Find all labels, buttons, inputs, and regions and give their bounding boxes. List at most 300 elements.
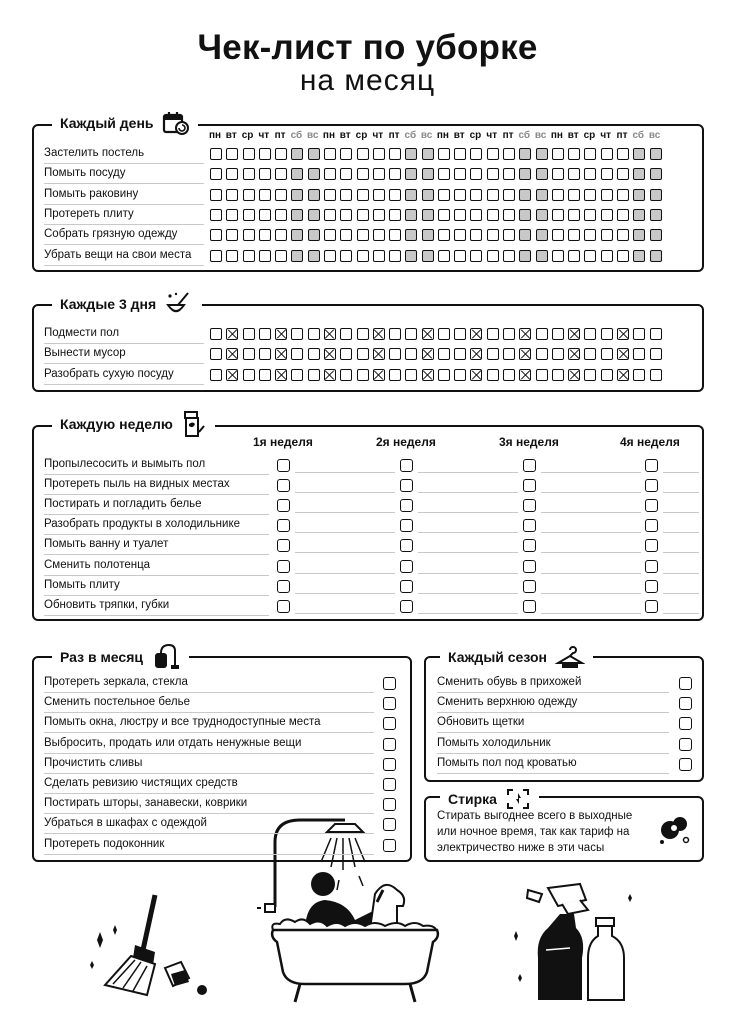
day-checkbox[interactable] (324, 189, 336, 201)
day-checkbox[interactable] (422, 148, 434, 160)
week-checkbox[interactable] (277, 600, 290, 613)
week-checkbox[interactable] (277, 479, 290, 492)
day-checkbox[interactable] (259, 168, 271, 180)
day-checkbox[interactable] (243, 229, 255, 241)
day-checkbox[interactable] (357, 189, 369, 201)
week-checkbox[interactable] (645, 499, 658, 512)
crossed-checkbox[interactable] (568, 328, 580, 340)
day-checkbox[interactable] (568, 148, 580, 160)
day-checkbox[interactable] (487, 369, 499, 381)
day-checkbox[interactable] (340, 229, 352, 241)
week-checkbox[interactable] (523, 499, 536, 512)
day-checkbox[interactable] (357, 369, 369, 381)
monthly-checkbox[interactable] (383, 818, 396, 831)
crossed-checkbox[interactable] (422, 369, 434, 381)
week-checkbox[interactable] (523, 580, 536, 593)
day-checkbox[interactable] (357, 209, 369, 221)
day-checkbox[interactable] (650, 328, 662, 340)
day-checkbox[interactable] (243, 189, 255, 201)
day-checkbox[interactable] (568, 209, 580, 221)
day-checkbox[interactable] (243, 369, 255, 381)
day-checkbox[interactable] (210, 229, 222, 241)
day-checkbox[interactable] (552, 348, 564, 360)
day-checkbox[interactable] (291, 348, 303, 360)
day-checkbox[interactable] (584, 148, 596, 160)
day-checkbox[interactable] (291, 168, 303, 180)
crossed-checkbox[interactable] (470, 328, 482, 340)
day-checkbox[interactable] (633, 328, 645, 340)
day-checkbox[interactable] (308, 229, 320, 241)
week-checkbox[interactable] (277, 539, 290, 552)
day-checkbox[interactable] (601, 148, 613, 160)
day-checkbox[interactable] (340, 328, 352, 340)
day-checkbox[interactable] (487, 229, 499, 241)
day-checkbox[interactable] (373, 229, 385, 241)
day-checkbox[interactable] (584, 168, 596, 180)
day-checkbox[interactable] (324, 148, 336, 160)
day-checkbox[interactable] (536, 189, 548, 201)
day-checkbox[interactable] (291, 189, 303, 201)
day-checkbox[interactable] (405, 250, 417, 262)
crossed-checkbox[interactable] (226, 328, 238, 340)
day-checkbox[interactable] (438, 250, 450, 262)
day-checkbox[interactable] (487, 148, 499, 160)
day-checkbox[interactable] (584, 348, 596, 360)
day-checkbox[interactable] (373, 148, 385, 160)
day-checkbox[interactable] (438, 209, 450, 221)
day-checkbox[interactable] (454, 369, 466, 381)
day-checkbox[interactable] (405, 328, 417, 340)
week-checkbox[interactable] (645, 560, 658, 573)
day-checkbox[interactable] (308, 148, 320, 160)
day-checkbox[interactable] (650, 369, 662, 381)
day-checkbox[interactable] (601, 209, 613, 221)
crossed-checkbox[interactable] (470, 348, 482, 360)
day-checkbox[interactable] (405, 369, 417, 381)
day-checkbox[interactable] (422, 168, 434, 180)
day-checkbox[interactable] (373, 168, 385, 180)
day-checkbox[interactable] (552, 328, 564, 340)
day-checkbox[interactable] (568, 189, 580, 201)
week-checkbox[interactable] (645, 600, 658, 613)
day-checkbox[interactable] (503, 168, 515, 180)
week-checkbox[interactable] (645, 580, 658, 593)
crossed-checkbox[interactable] (519, 348, 531, 360)
day-checkbox[interactable] (552, 229, 564, 241)
day-checkbox[interactable] (340, 369, 352, 381)
crossed-checkbox[interactable] (617, 328, 629, 340)
day-checkbox[interactable] (536, 209, 548, 221)
day-checkbox[interactable] (552, 369, 564, 381)
day-checkbox[interactable] (536, 168, 548, 180)
crossed-checkbox[interactable] (373, 348, 385, 360)
day-checkbox[interactable] (568, 229, 580, 241)
day-checkbox[interactable] (324, 250, 336, 262)
day-checkbox[interactable] (487, 328, 499, 340)
day-checkbox[interactable] (584, 328, 596, 340)
day-checkbox[interactable] (259, 229, 271, 241)
row-divider (418, 613, 518, 614)
crossed-checkbox[interactable] (324, 328, 336, 340)
day-checkbox[interactable] (454, 209, 466, 221)
day-checkbox[interactable] (519, 189, 531, 201)
day-checkbox[interactable] (291, 209, 303, 221)
day-checkbox[interactable] (243, 348, 255, 360)
day-checkbox[interactable] (259, 189, 271, 201)
day-checkbox[interactable] (601, 189, 613, 201)
day-checkbox[interactable] (340, 250, 352, 262)
day-checkbox[interactable] (308, 250, 320, 262)
day-checkbox[interactable] (210, 348, 222, 360)
day-checkbox[interactable] (243, 209, 255, 221)
day-checkbox[interactable] (487, 348, 499, 360)
day-checkbox[interactable] (308, 168, 320, 180)
day-checkbox[interactable] (438, 328, 450, 340)
week-checkbox[interactable] (523, 519, 536, 532)
crossed-checkbox[interactable] (324, 369, 336, 381)
week-checkbox[interactable] (277, 499, 290, 512)
day-checkbox[interactable] (633, 189, 645, 201)
day-checkbox[interactable] (454, 189, 466, 201)
day-checkbox[interactable] (650, 189, 662, 201)
day-checkbox[interactable] (243, 168, 255, 180)
week-checkbox[interactable] (645, 539, 658, 552)
day-checkbox[interactable] (438, 229, 450, 241)
day-checkbox[interactable] (503, 369, 515, 381)
day-checkbox[interactable] (210, 189, 222, 201)
day-checkbox[interactable] (389, 229, 401, 241)
week-checkbox[interactable] (277, 519, 290, 532)
day-checkbox[interactable] (226, 229, 238, 241)
monthly-checkbox[interactable] (383, 839, 396, 852)
day-checkbox[interactable] (373, 189, 385, 201)
day-checkbox[interactable] (275, 229, 287, 241)
day-checkbox[interactable] (210, 369, 222, 381)
day-checkbox[interactable] (243, 328, 255, 340)
week-checkbox[interactable] (523, 560, 536, 573)
day-checkbox[interactable] (552, 209, 564, 221)
day-checkbox[interactable] (308, 328, 320, 340)
day-checkbox[interactable] (536, 229, 548, 241)
day-checkbox[interactable] (584, 250, 596, 262)
day-checkbox[interactable] (389, 168, 401, 180)
day-checkbox[interactable] (226, 168, 238, 180)
day-checkbox[interactable] (536, 148, 548, 160)
day-checkbox[interactable] (340, 148, 352, 160)
day-checkbox[interactable] (617, 189, 629, 201)
week-checkbox[interactable] (523, 459, 536, 472)
season-checkbox[interactable] (679, 738, 692, 751)
day-checkbox[interactable] (259, 250, 271, 262)
week-checkbox[interactable] (523, 479, 536, 492)
day-checkbox[interactable] (454, 348, 466, 360)
day-checkbox[interactable] (210, 250, 222, 262)
day-checkbox[interactable] (503, 209, 515, 221)
day-checkbox[interactable] (568, 168, 580, 180)
day-checkbox[interactable] (601, 328, 613, 340)
monthly-checkbox[interactable] (383, 717, 396, 730)
day-checkbox[interactable] (470, 229, 482, 241)
day-checkbox[interactable] (503, 250, 515, 262)
day-checkbox[interactable] (405, 189, 417, 201)
day-checkbox[interactable] (650, 229, 662, 241)
day-checkbox[interactable] (584, 229, 596, 241)
day-checkbox[interactable] (259, 148, 271, 160)
day-checkbox[interactable] (470, 189, 482, 201)
crossed-checkbox[interactable] (568, 348, 580, 360)
day-checkbox[interactable] (210, 168, 222, 180)
day-checkbox[interactable] (470, 209, 482, 221)
crossed-checkbox[interactable] (617, 348, 629, 360)
day-checkbox[interactable] (552, 148, 564, 160)
day-checkbox[interactable] (503, 328, 515, 340)
day-checkbox[interactable] (324, 168, 336, 180)
day-checkbox[interactable] (373, 209, 385, 221)
day-checkbox[interactable] (633, 250, 645, 262)
day-checkbox[interactable] (633, 229, 645, 241)
crossed-checkbox[interactable] (470, 369, 482, 381)
day-checkbox[interactable] (650, 148, 662, 160)
week-checkbox[interactable] (277, 459, 290, 472)
crossed-checkbox[interactable] (226, 348, 238, 360)
day-checkbox[interactable] (601, 250, 613, 262)
crossed-checkbox[interactable] (422, 348, 434, 360)
crossed-checkbox[interactable] (373, 328, 385, 340)
day-checkbox[interactable] (536, 369, 548, 381)
day-checkbox[interactable] (650, 250, 662, 262)
day-checkbox[interactable] (454, 229, 466, 241)
crossed-checkbox[interactable] (324, 348, 336, 360)
day-checkbox[interactable] (226, 209, 238, 221)
day-checkbox[interactable] (357, 328, 369, 340)
monthly-checkbox[interactable] (383, 798, 396, 811)
day-checkbox[interactable] (324, 209, 336, 221)
week-checkbox[interactable] (523, 600, 536, 613)
day-checkbox[interactable] (536, 348, 548, 360)
day-checkbox[interactable] (340, 348, 352, 360)
day-checkbox[interactable] (519, 229, 531, 241)
week-checkbox[interactable] (400, 519, 413, 532)
day-checkbox[interactable] (650, 209, 662, 221)
day-checkbox[interactable] (405, 348, 417, 360)
monthly-checkbox[interactable] (383, 758, 396, 771)
monthly-checkbox[interactable] (383, 697, 396, 710)
day-checkbox[interactable] (357, 229, 369, 241)
day-checkbox[interactable] (226, 189, 238, 201)
day-checkbox[interactable] (470, 168, 482, 180)
day-checkbox[interactable] (633, 209, 645, 221)
day-checkbox[interactable] (470, 250, 482, 262)
day-checkbox[interactable] (633, 369, 645, 381)
row-divider (437, 732, 669, 733)
day-checkbox[interactable] (584, 189, 596, 201)
day-checkbox[interactable] (405, 209, 417, 221)
week-checkbox[interactable] (277, 580, 290, 593)
day-checkbox[interactable] (552, 189, 564, 201)
crossed-checkbox[interactable] (422, 328, 434, 340)
day-checkbox[interactable] (357, 168, 369, 180)
crossed-checkbox[interactable] (373, 369, 385, 381)
day-checkbox[interactable] (470, 148, 482, 160)
day-checkbox[interactable] (487, 250, 499, 262)
day-checkbox[interactable] (487, 209, 499, 221)
crossed-checkbox[interactable] (275, 328, 287, 340)
day-checkbox[interactable] (308, 369, 320, 381)
day-checkbox[interactable] (422, 209, 434, 221)
week-checkbox[interactable] (400, 539, 413, 552)
day-checkbox[interactable] (259, 369, 271, 381)
day-checkbox[interactable] (291, 229, 303, 241)
day-checkbox[interactable] (422, 189, 434, 201)
day-checkbox[interactable] (503, 229, 515, 241)
season-checkbox[interactable] (679, 697, 692, 710)
day-checkbox[interactable] (226, 148, 238, 160)
week-checkbox[interactable] (645, 459, 658, 472)
week-checkbox[interactable] (523, 539, 536, 552)
day-checkbox[interactable] (584, 369, 596, 381)
week-checkbox[interactable] (400, 580, 413, 593)
day-checkbox[interactable] (259, 348, 271, 360)
day-checkbox[interactable] (210, 328, 222, 340)
day-checkbox[interactable] (650, 168, 662, 180)
day-checkbox[interactable] (357, 250, 369, 262)
day-checkbox[interactable] (438, 189, 450, 201)
monthly-checkbox[interactable] (383, 677, 396, 690)
day-checkbox[interactable] (243, 148, 255, 160)
day-checkbox[interactable] (210, 148, 222, 160)
day-checkbox[interactable] (601, 229, 613, 241)
day-checkbox[interactable] (275, 168, 287, 180)
day-checkbox[interactable] (340, 168, 352, 180)
day-checkbox[interactable] (291, 148, 303, 160)
day-checkbox[interactable] (389, 348, 401, 360)
day-checkbox[interactable] (243, 250, 255, 262)
day-checkbox[interactable] (422, 229, 434, 241)
day-checkbox[interactable] (454, 250, 466, 262)
day-checkbox[interactable] (552, 250, 564, 262)
day-checkbox[interactable] (438, 348, 450, 360)
day-checkbox[interactable] (519, 148, 531, 160)
day-checkbox[interactable] (324, 229, 336, 241)
day-checkbox[interactable] (633, 168, 645, 180)
monthly-checkbox[interactable] (383, 738, 396, 751)
day-checkbox[interactable] (584, 209, 596, 221)
day-checkbox[interactable] (389, 148, 401, 160)
day-checkbox[interactable] (275, 189, 287, 201)
day-checkbox[interactable] (617, 148, 629, 160)
season-checkbox[interactable] (679, 717, 692, 730)
day-checkbox[interactable] (357, 348, 369, 360)
crossed-checkbox[interactable] (275, 348, 287, 360)
week-checkbox[interactable] (400, 459, 413, 472)
day-checkbox[interactable] (405, 148, 417, 160)
day-checkbox[interactable] (633, 348, 645, 360)
day-checkbox[interactable] (568, 250, 580, 262)
day-checkbox[interactable] (438, 369, 450, 381)
day-checkbox[interactable] (259, 209, 271, 221)
day-checkbox[interactable] (389, 328, 401, 340)
day-checkbox[interactable] (503, 189, 515, 201)
crossed-checkbox[interactable] (226, 369, 238, 381)
day-checkbox[interactable] (438, 148, 450, 160)
week-checkbox[interactable] (645, 519, 658, 532)
week-checkbox[interactable] (400, 479, 413, 492)
day-checkbox[interactable] (210, 209, 222, 221)
day-checkbox[interactable] (617, 250, 629, 262)
day-checkbox[interactable] (308, 209, 320, 221)
day-checkbox[interactable] (291, 369, 303, 381)
week-checkbox[interactable] (645, 479, 658, 492)
day-checkbox[interactable] (536, 328, 548, 340)
day-checkbox[interactable] (438, 168, 450, 180)
day-checkbox[interactable] (601, 348, 613, 360)
day-checkbox[interactable] (340, 209, 352, 221)
day-checkbox[interactable] (601, 168, 613, 180)
season-checkbox[interactable] (679, 758, 692, 771)
day-checkbox[interactable] (601, 369, 613, 381)
day-checkbox[interactable] (487, 168, 499, 180)
day-checkbox[interactable] (487, 189, 499, 201)
day-checkbox[interactable] (519, 209, 531, 221)
crossed-checkbox[interactable] (519, 328, 531, 340)
season-checkbox[interactable] (679, 677, 692, 690)
day-checkbox[interactable] (617, 168, 629, 180)
monthly-checkbox[interactable] (383, 778, 396, 791)
day-checkbox[interactable] (503, 348, 515, 360)
day-checkbox[interactable] (259, 328, 271, 340)
day-checkbox[interactable] (503, 148, 515, 160)
week-checkbox[interactable] (400, 600, 413, 613)
day-checkbox[interactable] (454, 328, 466, 340)
day-checkbox[interactable] (226, 250, 238, 262)
week-checkbox[interactable] (400, 560, 413, 573)
day-checkbox[interactable] (617, 229, 629, 241)
day-checkbox[interactable] (650, 348, 662, 360)
day-checkbox[interactable] (519, 250, 531, 262)
crossed-checkbox[interactable] (275, 369, 287, 381)
day-checkbox[interactable] (454, 168, 466, 180)
day-checkbox[interactable] (389, 250, 401, 262)
day-checkbox[interactable] (308, 348, 320, 360)
crossed-checkbox[interactable] (519, 369, 531, 381)
day-checkbox[interactable] (405, 168, 417, 180)
day-checkbox[interactable] (422, 250, 434, 262)
day-checkbox[interactable] (373, 250, 385, 262)
crossed-checkbox[interactable] (617, 369, 629, 381)
day-checkbox[interactable] (275, 209, 287, 221)
day-checkbox[interactable] (633, 148, 645, 160)
day-checkbox[interactable] (536, 250, 548, 262)
day-checkbox[interactable] (275, 250, 287, 262)
day-checkbox[interactable] (357, 148, 369, 160)
crossed-checkbox[interactable] (568, 369, 580, 381)
day-checkbox[interactable] (291, 328, 303, 340)
day-checkbox[interactable] (519, 168, 531, 180)
day-checkbox[interactable] (275, 148, 287, 160)
day-checkbox[interactable] (340, 189, 352, 201)
day-checkbox[interactable] (389, 369, 401, 381)
day-checkbox[interactable] (389, 189, 401, 201)
day-checkbox[interactable] (308, 189, 320, 201)
week-checkbox[interactable] (400, 499, 413, 512)
day-checkbox[interactable] (389, 209, 401, 221)
day-checkbox[interactable] (405, 229, 417, 241)
day-checkbox[interactable] (552, 168, 564, 180)
day-checkbox[interactable] (617, 209, 629, 221)
day-checkbox[interactable] (291, 250, 303, 262)
week-checkbox[interactable] (277, 560, 290, 573)
day-checkbox[interactable] (454, 148, 466, 160)
